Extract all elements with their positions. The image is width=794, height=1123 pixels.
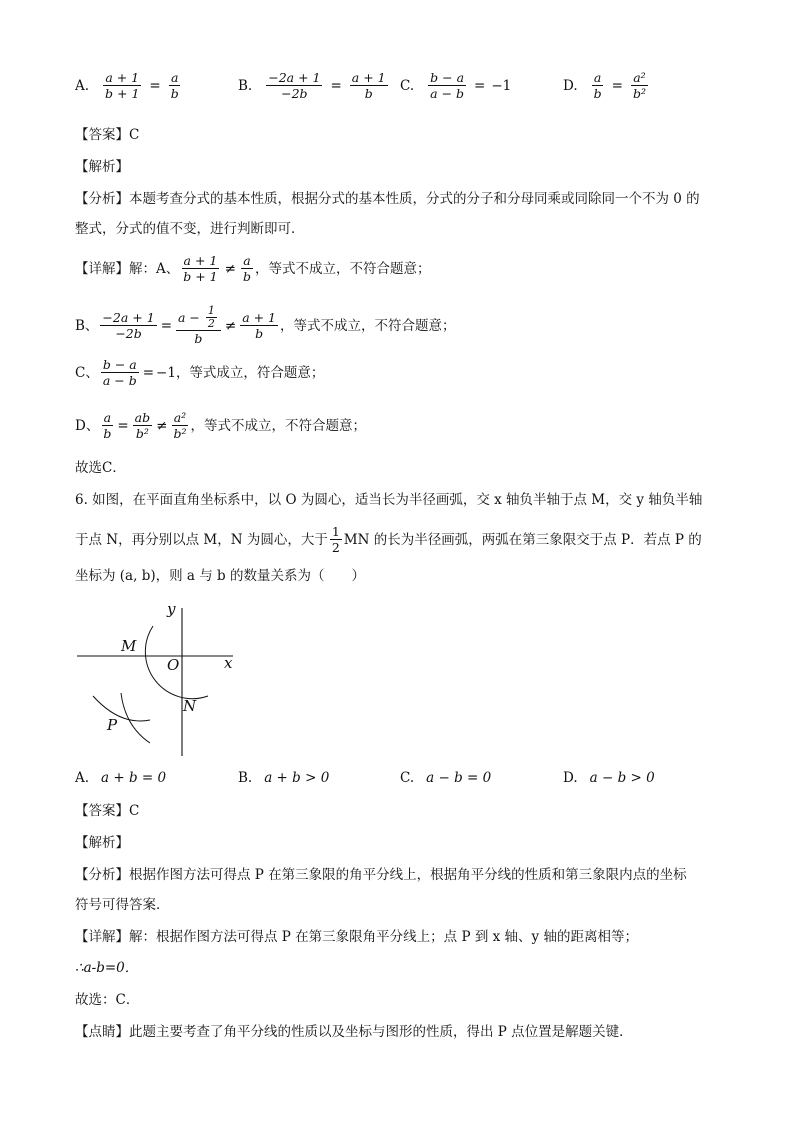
detail-tail: ，等式不成立，不符合题意； <box>280 317 456 334</box>
equals-sign: = <box>117 417 129 434</box>
fraction <box>266 70 322 101</box>
not-equal-sign: ≠ <box>224 317 237 334</box>
fraction <box>100 310 156 341</box>
q6-conclusion: 故选：C． <box>75 992 140 1008</box>
q5-conclusion: 故选C． <box>75 460 126 476</box>
q5-detail-b <box>75 305 456 346</box>
denominator: b² <box>135 426 149 441</box>
numerator: a² <box>633 70 646 85</box>
denominator: b² <box>632 86 646 101</box>
fraction <box>240 310 278 341</box>
detail-tail: ，等式成立，符合题意； <box>175 364 325 381</box>
option-label: D. <box>563 770 578 786</box>
fraction <box>101 410 113 441</box>
denominator: −2b <box>281 86 308 101</box>
denominator: b + 1 <box>183 269 218 284</box>
q5-answer: 【答案】C <box>75 127 140 143</box>
fraction <box>103 70 141 101</box>
q5-option-a <box>75 70 183 101</box>
result-value: −1 <box>156 364 176 381</box>
q5-analysis-title: 【解析】 <box>75 159 129 175</box>
numerator: b − a <box>102 357 137 372</box>
numerator: b − a <box>430 70 465 85</box>
denominator: b <box>364 86 373 101</box>
numerator: −2a + 1 <box>268 70 321 85</box>
denominator: a − b <box>102 373 137 388</box>
origin-label: O <box>167 656 180 674</box>
detail-prefix: C、 <box>75 364 99 381</box>
q5-detail-d <box>75 410 366 441</box>
detail-prefix: 【详解】解：A、 <box>75 260 180 277</box>
numerator: a + 1 <box>183 253 218 268</box>
option-label: D. <box>563 77 578 94</box>
q6-stem-line-3: 坐标为 (a, b)，则 a 与 b 的数量关系为（ ） <box>75 568 365 584</box>
fraction <box>101 357 139 388</box>
q5-option-b <box>238 70 390 101</box>
denominator: −2b <box>115 326 142 341</box>
q6-answer: 【答案】C <box>75 803 140 819</box>
denominator: 2 <box>331 540 340 555</box>
fraction <box>350 70 388 101</box>
numerator: 1 <box>331 524 340 539</box>
x-axis-label: x <box>224 654 233 672</box>
option-text: a − b = 0 <box>426 770 492 786</box>
denominator: b <box>255 326 264 341</box>
fraction <box>169 70 181 101</box>
numerator: a + 1 <box>105 70 140 85</box>
numerator: a − $\frac{1}{2}$ <box>176 305 221 331</box>
q6-xiangjie: 【详解】解：根据作图方法可得点 P 在第三象限角平分线上；点 P 到 x 轴、y 轴的距离相等； <box>75 929 638 945</box>
denominator: b <box>194 331 203 346</box>
y-axis-label: y <box>167 600 176 618</box>
fraction <box>428 70 466 101</box>
numerator: a² <box>173 410 187 425</box>
numerator: 1 <box>207 304 215 317</box>
coordinate-diagram <box>75 598 265 763</box>
numerator: a <box>593 70 602 85</box>
numerator: a <box>243 253 251 268</box>
denominator: b <box>242 269 251 284</box>
fraction <box>171 410 188 441</box>
denominator: 2 <box>207 317 215 330</box>
denominator: a − b <box>430 86 465 101</box>
q6-option-a <box>75 770 166 786</box>
q5-detail-c <box>75 357 324 388</box>
point-p-label: P <box>107 716 118 734</box>
equals-sign: = <box>142 364 155 381</box>
denominator: b <box>593 86 602 101</box>
q6-stem-line-1: 6. 如图，在平面直角坐标系中，以 O 为圆心，适当长为半径画弧，交 x 轴负半轴于点 M，交 y 轴负半轴 <box>75 492 703 508</box>
detail-prefix: B、 <box>75 317 99 334</box>
numerator: −2a + 1 <box>102 310 155 325</box>
detail-prefix: D、 <box>75 417 100 434</box>
denominator: b <box>103 426 112 441</box>
fraction <box>176 305 221 346</box>
option-label: C. <box>400 770 415 786</box>
option-text: a − b > 0 <box>589 770 655 786</box>
not-equal-sign: ≠ <box>156 417 168 434</box>
q6-analysis-title: 【解析】 <box>75 835 129 851</box>
option-text: a + b > 0 <box>264 770 330 786</box>
operator: = <box>611 77 623 94</box>
option-label: C. <box>400 77 415 94</box>
denominator: b <box>170 86 179 101</box>
numerator: a + 1 <box>351 70 386 85</box>
arc-from-m <box>121 693 150 743</box>
q6-stem-line-2 <box>75 524 702 555</box>
q6-dianjing: 【点睛】此题主要考查了角平分线的性质以及坐标与图形的性质，得出 P 点位置是解题关键． <box>75 1024 633 1040</box>
q6-therefore: ∴a-b=0． <box>75 960 139 976</box>
denominator: b + 1 <box>105 86 140 101</box>
equals-sign: = <box>160 317 172 334</box>
numerator: a <box>103 410 112 425</box>
fraction <box>631 70 648 101</box>
point-m-label: M <box>121 637 137 655</box>
numerator: ab <box>134 410 151 425</box>
q6-option-c <box>400 770 491 786</box>
arc-from-n <box>93 696 150 721</box>
q5-fenxi-line-1: 【分析】本题考查分式的基本性质，根据分式的基本性质，分式的分子和分母同乘或同除同一个不为 0 的 <box>75 191 700 207</box>
operator: = <box>149 77 161 94</box>
option-label: A. <box>75 77 90 94</box>
not-equal-sign: ≠ <box>224 260 236 277</box>
numerator: a <box>171 70 179 85</box>
fraction <box>181 253 219 284</box>
fraction <box>241 253 253 284</box>
q5-option-d <box>563 70 650 101</box>
fraction-half <box>330 524 342 555</box>
denominator: b² <box>173 426 187 441</box>
q5-option-c <box>400 70 511 101</box>
fraction <box>133 410 152 441</box>
q6-option-b <box>238 770 329 786</box>
result-value: −1 <box>491 77 512 94</box>
option-text: a + b = 0 <box>101 770 167 786</box>
option-label: A. <box>75 770 90 786</box>
q6-option-d <box>563 770 655 786</box>
option-label: B. <box>238 77 253 94</box>
q6-fenxi-line-2: 符号可得答案． <box>75 897 170 913</box>
point-n-label: N <box>183 697 197 715</box>
q5-fenxi-line-2: 整式，分式的值不变，进行判断即可． <box>75 221 305 237</box>
stem-text: 于点 N，再分别以点 M，N 为圆心，大于 <box>75 531 328 548</box>
q5-detail-a <box>75 253 430 284</box>
q6-fenxi-line-1: 【分析】根据作图方法可得点 P 在第三象限的角平分线上，根据角平分线的性质和第三象限内点的坐标 <box>75 867 687 883</box>
detail-tail: ，等式不成立，不符合题意； <box>254 260 431 277</box>
fraction <box>592 70 604 101</box>
operator: = <box>330 77 342 94</box>
operator: = <box>474 77 486 94</box>
detail-tail: ，等式不成立，不符合题意； <box>190 417 366 434</box>
option-label: B. <box>238 770 253 786</box>
numerator: a + 1 <box>242 310 277 325</box>
stem-text: MN 的长为半径画弧，两弧在第三象限交于点 P．若点 P 的 <box>343 531 702 548</box>
fraction-half <box>206 305 217 330</box>
